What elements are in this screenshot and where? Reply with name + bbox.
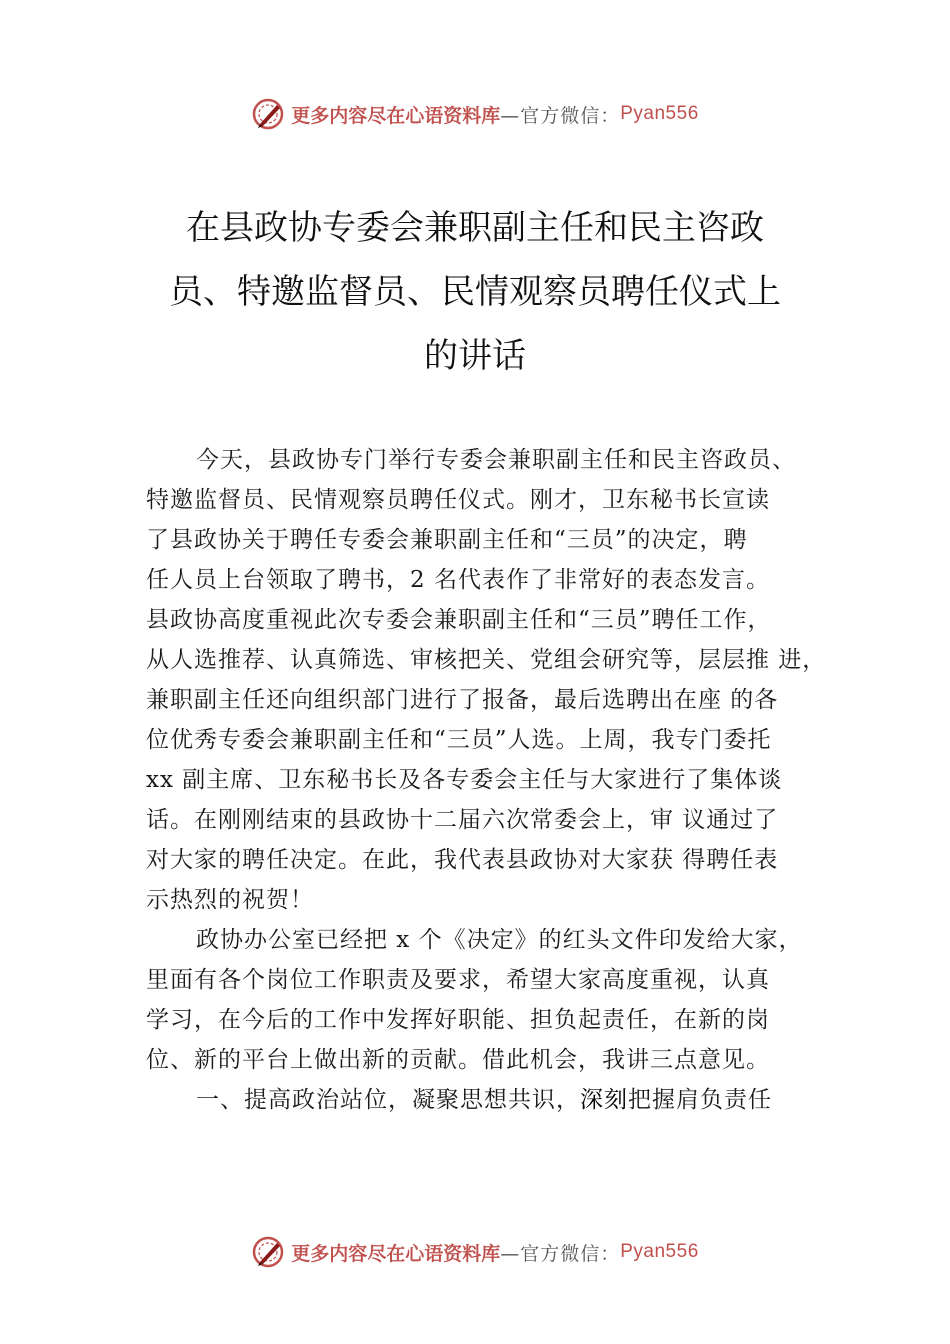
title-line-1: 在县政协专委会兼职副主任和民主咨政	[186, 208, 764, 248]
text-line: 位、新的平台上做出新的贡献。借此机会，我讲三点意见。	[146, 1047, 770, 1073]
document-title	[150, 196, 800, 388]
heading-text-before: 一、提高政治站位，凝聚思想共识，	[196, 1087, 580, 1113]
text-line: xx 副主席、卫东秘书长及各专委会主任与大家进行了集体谈	[146, 767, 783, 793]
pen-logo-icon	[251, 1235, 285, 1269]
banner-wechat-label: —官方微信：	[500, 1242, 621, 1265]
text-line: 兼职副主任还向组织部门进行了报备，最后选聘出在座 的各	[146, 687, 779, 713]
header-banner	[0, 94, 950, 134]
footer-banner	[0, 1232, 950, 1272]
paragraph-3-heading	[146, 1080, 846, 1120]
banner-library-text: 更多内容尽在心语资料库	[291, 104, 501, 127]
document-body	[146, 440, 846, 1120]
banner-wechat-label: —官方微信：	[500, 104, 621, 127]
text-line: 示热烈的祝贺！	[146, 887, 314, 913]
title-line-2: 员、特邀监督员、民情观察员聘任仪式上	[169, 272, 781, 312]
paragraph-2	[146, 920, 846, 1080]
text-line: 对大家的聘任决定。在此，我代表县政协对大家获 得聘任表	[146, 847, 779, 873]
text-line: 学习，在今后的工作中发挥好职能、担负起责任，在新的岗	[146, 1007, 770, 1033]
section-heading-line	[146, 1080, 846, 1120]
pen-logo-icon	[251, 97, 285, 131]
heading-text-after: 把握肩负责任	[628, 1087, 772, 1113]
text-line: 任人员上台领取了聘书，2 名代表作了非常好的表态发言。	[146, 567, 770, 593]
text-line: 特邀监督员、民情观察员聘任仪式。刚才，卫东秘书长宣读	[146, 487, 770, 513]
banner-wechat-id: Pyan556	[620, 1241, 699, 1262]
title-line-3: 的讲话	[424, 336, 526, 376]
text-line: 政协办公室已经把 x 个《决定》的红头文件印发给大家，	[196, 927, 803, 953]
banner-wechat-id: Pyan556	[620, 103, 699, 124]
text-line: 里面有各个岗位工作职责及要求，希望大家高度重视，认真	[146, 967, 770, 993]
text-line: 位优秀专委会兼职副主任和“三员”人选。上周，我专门委托	[146, 727, 772, 753]
text-line: 今天，县政协专门举行专委会兼职副主任和民主咨政员、	[196, 447, 796, 473]
text-line: 话。在刚刚结束的县政协十二届六次常委会上，审 议通过了	[146, 807, 779, 833]
paragraph-1	[146, 440, 846, 920]
heading-emphasis: 深刻	[580, 1087, 628, 1113]
text-line: 了县政协关于聘任专委会兼职副主任和“三员”的决定，聘	[146, 527, 748, 553]
banner-library-text: 更多内容尽在心语资料库	[291, 1242, 501, 1265]
text-line: 从人选推荐、认真筛选、审核把关、党组会研究等，层层推 进，	[146, 647, 827, 673]
text-line: 县政协高度重视此次专委会兼职副主任和“三员”聘任工作，	[146, 607, 772, 633]
